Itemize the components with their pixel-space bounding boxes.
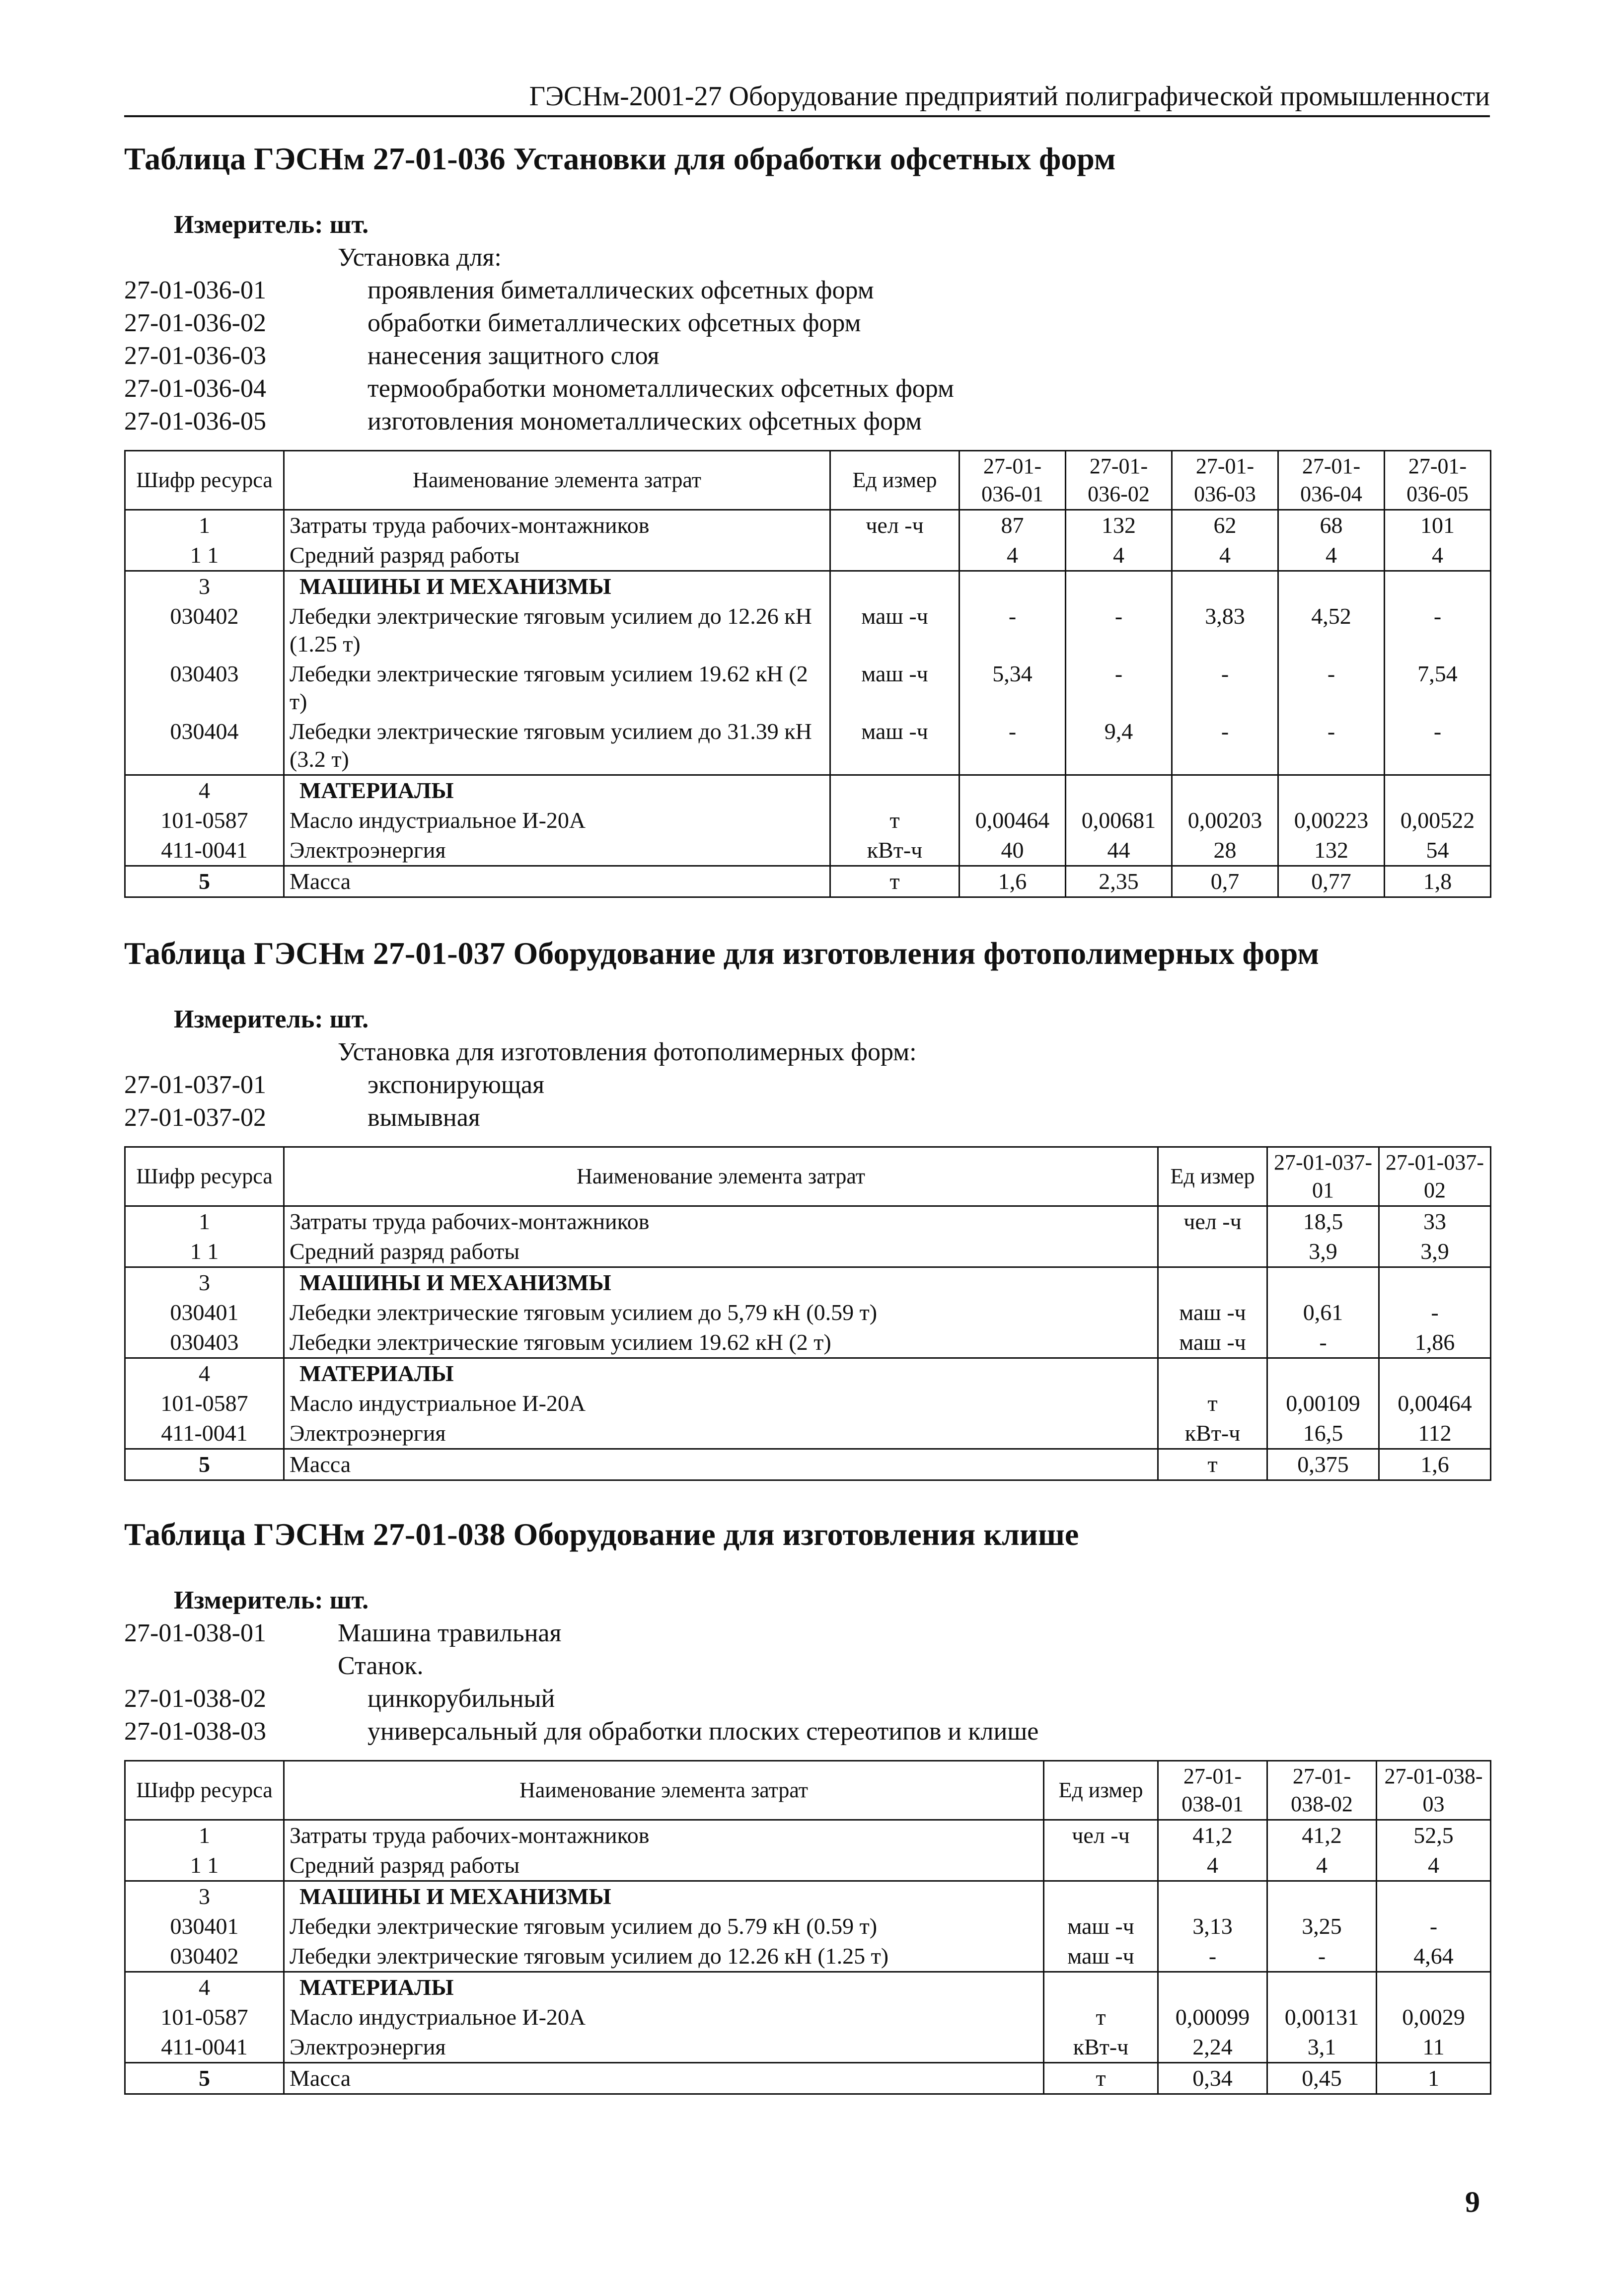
resource-name: Лебедки электрические тяговым усилием до 12.26 кН (1.25 т) bbox=[284, 601, 830, 659]
resource-code: 101-0587 bbox=[125, 806, 284, 835]
resource-code: 101-0587 bbox=[125, 2002, 284, 2032]
norm-value: - bbox=[1172, 717, 1278, 775]
resource-code: 1 1 bbox=[125, 540, 284, 571]
resource-code: 5 bbox=[125, 1449, 284, 1480]
resource-name: Лебедки электрические тяговым усилием до 5,79 кН (0.59 т) bbox=[284, 1298, 1158, 1327]
norm-value: - bbox=[1278, 717, 1385, 775]
resource-unit: кВт-ч bbox=[830, 835, 960, 866]
table-row bbox=[125, 2063, 1491, 2094]
col-unit-header: Ед измер bbox=[830, 451, 960, 510]
norm-value: 132 bbox=[1278, 835, 1385, 866]
norm-value: 62 bbox=[1172, 510, 1278, 541]
item-name: нанесения защитного слоя bbox=[368, 342, 660, 370]
resource-unit: чел -ч bbox=[830, 510, 960, 541]
resource-code: 030403 bbox=[125, 1327, 284, 1358]
section-intro bbox=[124, 1584, 1490, 1748]
resource-unit: т bbox=[1158, 1389, 1267, 1418]
norm-value: 3,25 bbox=[1267, 1911, 1377, 1941]
col-name-header: Наименование элемента затрат bbox=[284, 1761, 1044, 1820]
table-row bbox=[125, 1327, 1491, 1358]
col-unit-header: Ед измер bbox=[1044, 1761, 1158, 1820]
resource-unit: маш -ч bbox=[830, 717, 960, 775]
col-norm-header: 27-01-036-01 bbox=[960, 451, 1066, 510]
norm-value: - bbox=[1066, 659, 1172, 717]
table-row bbox=[125, 866, 1491, 897]
norm-value: 2,35 bbox=[1066, 866, 1172, 897]
table-header-row bbox=[125, 451, 1491, 510]
table-row bbox=[125, 835, 1491, 866]
list-item bbox=[124, 405, 1490, 438]
measure-unit bbox=[174, 1584, 1490, 1617]
resource-unit: т bbox=[1044, 2063, 1158, 2094]
resource-unit: т bbox=[830, 806, 960, 835]
norm-value: 0,00464 bbox=[1379, 1389, 1491, 1418]
item-code: 27-01-036-05 bbox=[124, 407, 266, 436]
norm-value: 4 bbox=[1066, 540, 1172, 571]
section-row bbox=[125, 1881, 1491, 1912]
section-code: 3 bbox=[125, 1881, 284, 1912]
norm-value: 1 bbox=[1377, 2063, 1491, 2094]
col-norm-header: 27-01-036-02 bbox=[1066, 451, 1172, 510]
norm-value: 1,86 bbox=[1379, 1327, 1491, 1358]
resource-name: Масло индустриальное И-20А bbox=[284, 806, 830, 835]
table-row bbox=[125, 2032, 1491, 2063]
resource-code: 030401 bbox=[125, 1911, 284, 1941]
measure-unit-value: шт. bbox=[329, 1005, 369, 1033]
section-intro bbox=[124, 1003, 1490, 1134]
resource-code: 1 bbox=[125, 1820, 284, 1851]
list-item bbox=[124, 340, 1490, 372]
norm-value: 33 bbox=[1379, 1206, 1491, 1237]
list-item bbox=[124, 1101, 1490, 1134]
resource-code: 5 bbox=[125, 866, 284, 897]
norm-value: 4,64 bbox=[1377, 1941, 1491, 1972]
norm-value: 5,34 bbox=[960, 659, 1066, 717]
section-intro bbox=[124, 209, 1490, 438]
measure-unit bbox=[174, 209, 1490, 241]
norm-value: 52,5 bbox=[1377, 1820, 1491, 1851]
norm-table bbox=[124, 450, 1491, 898]
norm-value: 18,5 bbox=[1267, 1206, 1379, 1237]
items-heading: Установка для: bbox=[338, 243, 502, 272]
section-27-01-037 bbox=[124, 934, 1490, 1481]
section-title: Таблица ГЭСНм 27-01-036 Установки для обработки офсетных форм bbox=[124, 141, 1116, 176]
section-code: 4 bbox=[125, 1972, 284, 2003]
section-code: 4 bbox=[125, 775, 284, 806]
norm-value: 0,77 bbox=[1278, 866, 1385, 897]
norm-value: 44 bbox=[1066, 835, 1172, 866]
table-row bbox=[125, 659, 1491, 717]
item-name: проявления биметаллических офсетных форм bbox=[368, 276, 874, 304]
norm-value: - bbox=[960, 717, 1066, 775]
item-name: универсальный для обработки плоских стереотипов и клише bbox=[368, 1717, 1039, 1746]
norm-value: 1,8 bbox=[1385, 866, 1491, 897]
resource-code: 030402 bbox=[125, 1941, 284, 1972]
norm-value: - bbox=[1377, 1911, 1491, 1941]
list-item bbox=[124, 1617, 1490, 1650]
norm-value: - bbox=[1172, 659, 1278, 717]
list-item bbox=[124, 1715, 1490, 1748]
measure-unit-value: шт. bbox=[329, 211, 369, 239]
section-title: Таблица ГЭСНм 27-01-038 Оборудование для изготовления клише bbox=[124, 1517, 1079, 1552]
norm-value: 4 bbox=[960, 540, 1066, 571]
resource-name: Масса bbox=[284, 2063, 1044, 2094]
norm-value: 3,9 bbox=[1379, 1237, 1491, 1267]
resource-name: Лебедки электрические тяговым усилием до 12.26 кН (1.25 т) bbox=[284, 1941, 1044, 1972]
item-name: Машина травильная bbox=[338, 1619, 562, 1647]
norm-value: 0,00099 bbox=[1158, 2002, 1267, 2032]
norm-value: - bbox=[1066, 601, 1172, 659]
list-item bbox=[124, 1069, 1490, 1101]
resource-code: 411-0041 bbox=[125, 1418, 284, 1449]
resource-name: Затраты труда рабочих-монтажников bbox=[284, 1206, 1158, 1237]
resource-name: Лебедки электрические тяговым усилием до 31.39 кН (3.2 т) bbox=[284, 717, 830, 775]
table-row bbox=[125, 1820, 1491, 1851]
norm-value: 41,2 bbox=[1267, 1820, 1377, 1851]
norm-value: 7,54 bbox=[1385, 659, 1491, 717]
norm-value: 1,6 bbox=[1379, 1449, 1491, 1480]
table-row bbox=[125, 1418, 1491, 1449]
resource-unit: т bbox=[830, 866, 960, 897]
col-code-header: Шифр ресурса bbox=[125, 1147, 284, 1206]
table-row bbox=[125, 1389, 1491, 1418]
resource-code: 1 bbox=[125, 510, 284, 541]
section-name: МАТЕРИАЛЫ bbox=[284, 775, 830, 806]
col-code-header: Шифр ресурса bbox=[125, 1761, 284, 1820]
table-row bbox=[125, 806, 1491, 835]
norm-value: 0,34 bbox=[1158, 2063, 1267, 2094]
col-name-header: Наименование элемента затрат bbox=[284, 451, 830, 510]
norm-value: 4 bbox=[1377, 1850, 1491, 1881]
norm-value: 132 bbox=[1066, 510, 1172, 541]
page-number: 9 bbox=[1465, 2186, 1480, 2218]
resource-unit: маш -ч bbox=[830, 659, 960, 717]
norm-value: 0,00681 bbox=[1066, 806, 1172, 835]
norm-value: - bbox=[1267, 1941, 1377, 1972]
norm-value: 0,00223 bbox=[1278, 806, 1385, 835]
resource-code: 030404 bbox=[125, 717, 284, 775]
resource-name: Электроэнергия bbox=[284, 2032, 1044, 2063]
measure-unit bbox=[174, 1003, 1490, 1036]
item-code: 27-01-036-03 bbox=[124, 342, 266, 370]
norm-value: 101 bbox=[1385, 510, 1491, 541]
col-norm-header: 27-01-037-01 bbox=[1267, 1147, 1379, 1206]
resource-code: 101-0587 bbox=[125, 1389, 284, 1418]
resource-code: 411-0041 bbox=[125, 2032, 284, 2063]
resource-unit bbox=[1158, 1237, 1267, 1267]
norm-value: 0,375 bbox=[1267, 1449, 1379, 1480]
norm-value: 0,00464 bbox=[960, 806, 1066, 835]
col-norm-header: 27-01-038-02 bbox=[1267, 1761, 1377, 1820]
section-name: МАШИНЫ И МЕХАНИЗМЫ bbox=[284, 1881, 1044, 1912]
norm-value: 4,52 bbox=[1278, 601, 1385, 659]
norm-value: 1,6 bbox=[960, 866, 1066, 897]
norm-value: 4 bbox=[1385, 540, 1491, 571]
table-row bbox=[125, 1449, 1491, 1480]
measure-unit-label: Измеритель: bbox=[174, 1586, 323, 1614]
norm-value: 0,0029 bbox=[1377, 2002, 1491, 2032]
resource-unit: кВт-ч bbox=[1158, 1418, 1267, 1449]
resource-code: 1 1 bbox=[125, 1850, 284, 1881]
resource-name: Масло индустриальное И-20А bbox=[284, 1389, 1158, 1418]
norm-value: 3,9 bbox=[1267, 1237, 1379, 1267]
col-norm-header: 27-01-038-01 bbox=[1158, 1761, 1267, 1820]
col-norm-header: 27-01-036-05 bbox=[1385, 451, 1491, 510]
norm-value: - bbox=[960, 601, 1066, 659]
table-row bbox=[125, 1911, 1491, 1941]
norm-value: 16,5 bbox=[1267, 1418, 1379, 1449]
resource-name: Лебедки электрические тяговым усилием 19.62 кН (2 т) bbox=[284, 1327, 1158, 1358]
table-row bbox=[125, 1206, 1491, 1237]
item-code: 27-01-037-02 bbox=[124, 1103, 266, 1132]
table-row bbox=[125, 1941, 1491, 1972]
item-name: цинкорубильный bbox=[368, 1685, 555, 1713]
col-norm-header: 27-01-038-03 bbox=[1377, 1761, 1491, 1820]
resource-code: 5 bbox=[125, 2063, 284, 2094]
resource-name: Масса bbox=[284, 1449, 1158, 1480]
item-code: 27-01-037-01 bbox=[124, 1071, 266, 1099]
norm-value: 54 bbox=[1385, 835, 1491, 866]
norm-value: 0,00131 bbox=[1267, 2002, 1377, 2032]
section-row bbox=[125, 1972, 1491, 2003]
item-code: 27-01-038-01 bbox=[124, 1619, 266, 1647]
norm-value: - bbox=[1385, 717, 1491, 775]
norm-value: 0,00522 bbox=[1385, 806, 1491, 835]
norm-value: 4 bbox=[1267, 1850, 1377, 1881]
norm-value: 87 bbox=[960, 510, 1066, 541]
list-item bbox=[124, 372, 1490, 405]
table-row bbox=[125, 717, 1491, 775]
norm-value: 0,45 bbox=[1267, 2063, 1377, 2094]
resource-name: Средний разряд работы bbox=[284, 1237, 1158, 1267]
resource-code: 1 bbox=[125, 1206, 284, 1237]
section-code: 3 bbox=[125, 1267, 284, 1298]
section-name: МАШИНЫ И МЕХАНИЗМЫ bbox=[284, 571, 830, 602]
norm-value: - bbox=[1158, 1941, 1267, 1972]
norm-value: 3,1 bbox=[1267, 2032, 1377, 2063]
norm-value: 0,00109 bbox=[1267, 1389, 1379, 1418]
resource-name: Масса bbox=[284, 866, 830, 897]
norm-value: 41,2 bbox=[1158, 1820, 1267, 1851]
list-item bbox=[124, 1650, 1490, 1683]
resource-unit: маш -ч bbox=[830, 601, 960, 659]
section-row bbox=[125, 775, 1491, 806]
item-code: 27-01-036-01 bbox=[124, 276, 266, 304]
resource-code: 030402 bbox=[125, 601, 284, 659]
item-name: обработки биметаллических офсетных форм bbox=[368, 309, 861, 337]
resource-name: Средний разряд работы bbox=[284, 1850, 1044, 1881]
table-row bbox=[125, 2002, 1491, 2032]
table-row bbox=[125, 1298, 1491, 1327]
section-row bbox=[125, 1267, 1491, 1298]
resource-name: Лебедки электрические тяговым усилием до 5.79 кН (0.59 т) bbox=[284, 1911, 1044, 1941]
resource-unit: т bbox=[1044, 2002, 1158, 2032]
item-name: экспонирующая bbox=[368, 1071, 545, 1099]
norm-value: - bbox=[1379, 1298, 1491, 1327]
resource-code: 030403 bbox=[125, 659, 284, 717]
norm-value: 4 bbox=[1158, 1850, 1267, 1881]
measure-unit-value: шт. bbox=[329, 1586, 369, 1614]
measure-unit-label: Измеритель: bbox=[174, 211, 323, 239]
resource-unit: чел -ч bbox=[1158, 1206, 1267, 1237]
section-title: Таблица ГЭСНм 27-01-037 Оборудование для изготовления фотополимерных форм bbox=[124, 936, 1319, 971]
resource-unit bbox=[1044, 1850, 1158, 1881]
section-name: МАТЕРИАЛЫ bbox=[284, 1358, 1158, 1389]
item-code bbox=[124, 1650, 338, 1683]
section-27-01-038 bbox=[124, 1515, 1490, 2095]
section-row bbox=[125, 571, 1491, 602]
norm-value: 4 bbox=[1172, 540, 1278, 571]
norm-value: 68 bbox=[1278, 510, 1385, 541]
norm-value: - bbox=[1278, 659, 1385, 717]
resource-name: Лебедки электрические тяговым усилием 19.62 кН (2 т) bbox=[284, 659, 830, 717]
resource-unit: маш -ч bbox=[1044, 1911, 1158, 1941]
item-code: 27-01-036-04 bbox=[124, 374, 266, 403]
section-name: МАТЕРИАЛЫ bbox=[284, 1972, 1044, 2003]
resource-code: 411-0041 bbox=[125, 835, 284, 866]
section-code: 4 bbox=[125, 1358, 284, 1389]
norm-value: 0,61 bbox=[1267, 1298, 1379, 1327]
resource-name: Электроэнергия bbox=[284, 835, 830, 866]
resource-unit bbox=[830, 540, 960, 571]
norm-value: 112 bbox=[1379, 1418, 1491, 1449]
section-27-01-036 bbox=[124, 139, 1490, 898]
norm-value: - bbox=[1267, 1327, 1379, 1358]
list-item bbox=[124, 1683, 1490, 1715]
items-heading: Установка для изготовления фотополимерных форм: bbox=[338, 1038, 917, 1066]
norm-value: 3,13 bbox=[1158, 1911, 1267, 1941]
table-row bbox=[125, 601, 1491, 659]
norm-value: 3,83 bbox=[1172, 601, 1278, 659]
col-norm-header: 27-01-036-03 bbox=[1172, 451, 1278, 510]
table-row bbox=[125, 510, 1491, 541]
resource-unit: маш -ч bbox=[1158, 1327, 1267, 1358]
norm-value: 2,24 bbox=[1158, 2032, 1267, 2063]
item-code: 27-01-038-02 bbox=[124, 1685, 266, 1713]
page-header: ГЭСНм-2001-27 Оборудование предприятий полиграфической промышленности bbox=[124, 79, 1490, 117]
col-norm-header: 27-01-036-04 bbox=[1278, 451, 1385, 510]
table-row bbox=[125, 540, 1491, 571]
resource-name: Электроэнергия bbox=[284, 1418, 1158, 1449]
list-item bbox=[124, 307, 1490, 340]
norm-value: 0,7 bbox=[1172, 866, 1278, 897]
table-row bbox=[125, 1237, 1491, 1267]
table-header-row bbox=[125, 1761, 1491, 1820]
col-code-header: Шифр ресурса bbox=[125, 451, 284, 510]
col-norm-header: 27-01-037-02 bbox=[1379, 1147, 1491, 1206]
col-name-header: Наименование элемента затрат bbox=[284, 1147, 1158, 1206]
norm-value: 4 bbox=[1278, 540, 1385, 571]
norm-value: - bbox=[1385, 601, 1491, 659]
item-name: вымывная bbox=[368, 1103, 480, 1132]
resource-name: Затраты труда рабочих-монтажников bbox=[284, 510, 830, 541]
table-row bbox=[125, 1850, 1491, 1881]
item-name: Станок. bbox=[338, 1652, 424, 1680]
resource-unit: маш -ч bbox=[1158, 1298, 1267, 1327]
list-item bbox=[124, 274, 1490, 307]
norm-value: 0,00203 bbox=[1172, 806, 1278, 835]
resource-name: Затраты труда рабочих-монтажников bbox=[284, 1820, 1044, 1851]
section-code: 3 bbox=[125, 571, 284, 602]
resource-code: 030401 bbox=[125, 1298, 284, 1327]
item-name: термообработки монометаллических офсетных форм bbox=[368, 374, 954, 403]
resource-unit: чел -ч bbox=[1044, 1820, 1158, 1851]
item-name: изготовления монометаллических офсетных форм bbox=[368, 407, 922, 436]
norm-value: 28 bbox=[1172, 835, 1278, 866]
norm-value: 40 bbox=[960, 835, 1066, 866]
table-header-row bbox=[125, 1147, 1491, 1206]
col-unit-header: Ед измер bbox=[1158, 1147, 1267, 1206]
resource-unit: кВт-ч bbox=[1044, 2032, 1158, 2063]
section-name: МАШИНЫ И МЕХАНИЗМЫ bbox=[284, 1267, 1158, 1298]
item-code: 27-01-036-02 bbox=[124, 309, 266, 337]
section-row bbox=[125, 1358, 1491, 1389]
measure-unit-label: Измеритель: bbox=[174, 1005, 323, 1033]
resource-code: 1 1 bbox=[125, 1237, 284, 1267]
norm-value: 9,4 bbox=[1066, 717, 1172, 775]
resource-unit: т bbox=[1158, 1449, 1267, 1480]
item-code: 27-01-038-03 bbox=[124, 1717, 266, 1746]
resource-unit: маш -ч bbox=[1044, 1941, 1158, 1972]
resource-name: Масло индустриальное И-20А bbox=[284, 2002, 1044, 2032]
resource-name: Средний разряд работы bbox=[284, 540, 830, 571]
norm-value: 11 bbox=[1377, 2032, 1491, 2063]
norm-table bbox=[124, 1146, 1491, 1481]
norm-table bbox=[124, 1760, 1491, 2095]
